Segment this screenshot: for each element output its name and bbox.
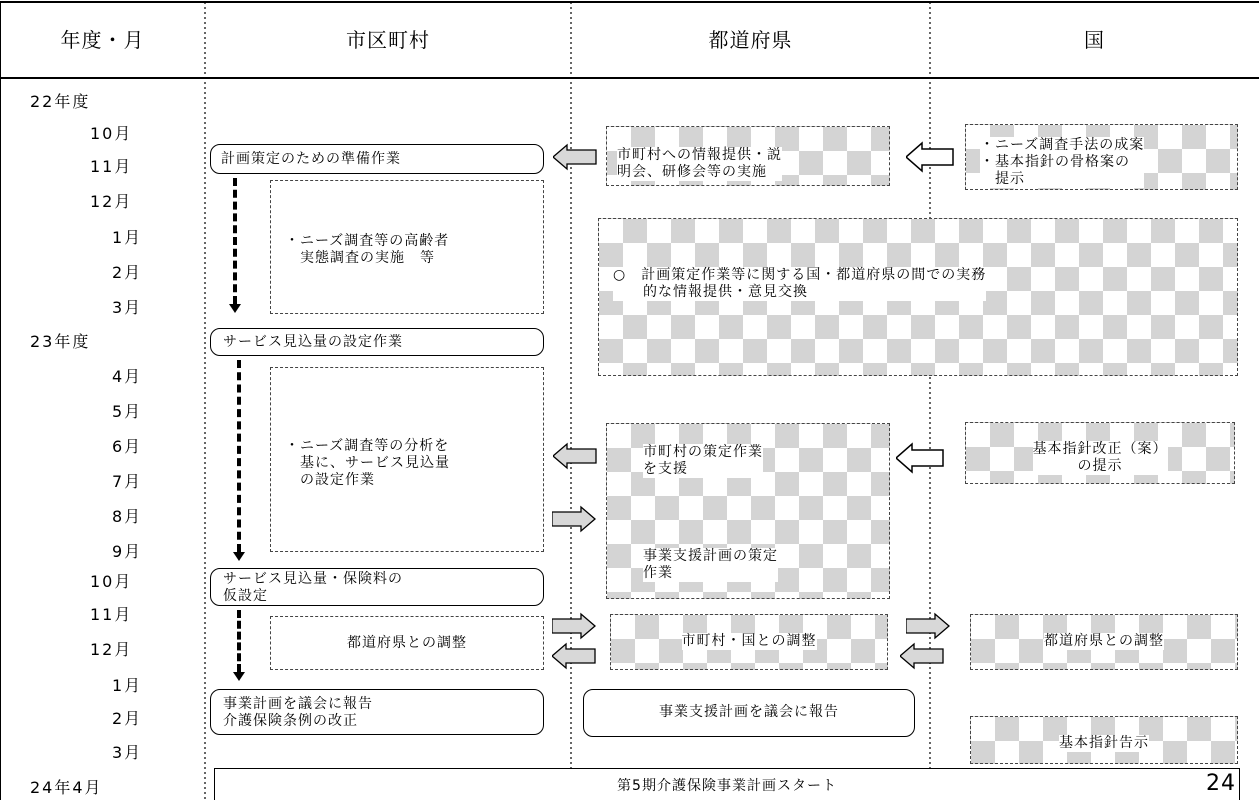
national-guideline-draft-text: 基本指針改正（案） の提示: [1032, 441, 1168, 474]
header-municipality: 市区町村: [346, 27, 430, 52]
flow-line: [233, 178, 237, 304]
timeline-month: 2月: [112, 709, 143, 728]
timeline-month: 5月: [112, 402, 143, 421]
arrow-left-icon: [553, 143, 597, 171]
timeline-fy22: 22年度: [30, 92, 91, 111]
flow-line: [237, 360, 241, 552]
arrow-left-icon: [896, 442, 944, 474]
national-guideline-notice: [970, 716, 1238, 764]
timeline-month: 9月: [112, 542, 143, 561]
timeline-fy24-april: 24年4月: [30, 778, 103, 797]
shared-exchange-region: [598, 218, 1238, 376]
prefecture-adjust: [610, 614, 888, 670]
header-prefecture: 都道府県: [708, 27, 793, 52]
header-national: 国: [1084, 27, 1105, 52]
flow-line: [237, 610, 241, 672]
arrow-left-icon: [552, 642, 596, 670]
national-methods-text: ・ニーズ調査手法の成案 ・基本指針の骨格案の 提示: [980, 137, 1145, 187]
arrow-right-icon: [552, 505, 596, 533]
shared-exchange-text: ○ 計画策定作業等に関する国・都道府県の間での実務 的な情報提供・意見交換: [613, 267, 987, 300]
timeline-month: 11月: [90, 157, 133, 176]
timeline-month: 1月: [112, 228, 143, 247]
national-guideline-draft: [965, 422, 1235, 484]
prefecture-info-provision: [606, 126, 890, 186]
prefecture-adjust-text: 市町村・国との調整: [681, 633, 817, 649]
arrow-left-icon: [900, 642, 944, 670]
timeline-month: 3月: [112, 743, 143, 762]
municipal-prep-work: 計画策定のための準備作業: [210, 144, 544, 174]
national-methods: [965, 124, 1238, 190]
timeline-month: 12月: [90, 192, 133, 211]
page-number: 24: [1206, 771, 1236, 796]
timeline-fy23: 23年度: [30, 332, 91, 351]
municipal-survey-impl: ・ニーズ調査等の高齢者 実態調査の実施 等: [270, 180, 544, 314]
arrow-right-icon: [906, 612, 950, 640]
arrow-left-icon: [906, 141, 954, 173]
timeline-month: 1月: [112, 676, 143, 695]
arrow-right-icon: [552, 612, 596, 640]
national-adjust-prefecture-text: 都道府県との調整: [1044, 633, 1164, 649]
flow-arrowhead: [229, 304, 241, 313]
national-adjust-prefecture: [970, 614, 1238, 670]
prefecture-support-work: [606, 423, 890, 599]
timeline-month: 10月: [90, 124, 133, 143]
plan-start-banner: 第5期介護保険事業計画スタート: [214, 768, 1240, 800]
municipal-report: 事業計画を議会に報告 介護保険条例の改正: [210, 689, 544, 735]
municipal-service-setting: サービス見込量の設定作業: [210, 328, 544, 356]
flow-arrowhead: [233, 672, 245, 681]
arrow-left-icon: [553, 442, 597, 470]
prefecture-info-provision-text: 市町村への情報提供・説 明会、研修会等の実施: [617, 147, 782, 180]
timeline-month: 3月: [112, 298, 143, 317]
timeline-month: 8月: [112, 507, 143, 526]
municipal-provisional: サービス見込量・保険料の 仮設定: [210, 568, 544, 606]
timeline-month: 4月: [112, 367, 143, 386]
timeline-month: 12月: [90, 640, 133, 659]
national-guideline-notice-text: 基本指針告示: [1059, 735, 1149, 751]
timeline-month: 2月: [112, 263, 143, 282]
prefecture-report: 事業支援計画を議会に報告: [583, 689, 915, 737]
prefecture-support-work-text: 市町村の策定作業 を支援: [643, 444, 763, 477]
timeline-month: 7月: [112, 472, 143, 491]
flow-arrowhead: [233, 552, 245, 561]
header-period: 年度・月: [60, 27, 145, 52]
timeline-month: 6月: [112, 437, 143, 456]
municipal-adjust-prefecture: 都道府県との調整: [270, 616, 544, 670]
timeline-month: 10月: [90, 572, 133, 591]
municipal-analysis: ・ニーズ調査等の分析を 基に、サービス見込量 の設定作業: [270, 367, 544, 552]
prefecture-support-plan-text: 事業支援計画の策定 作業: [643, 548, 778, 581]
timeline-month: 11月: [90, 605, 133, 624]
